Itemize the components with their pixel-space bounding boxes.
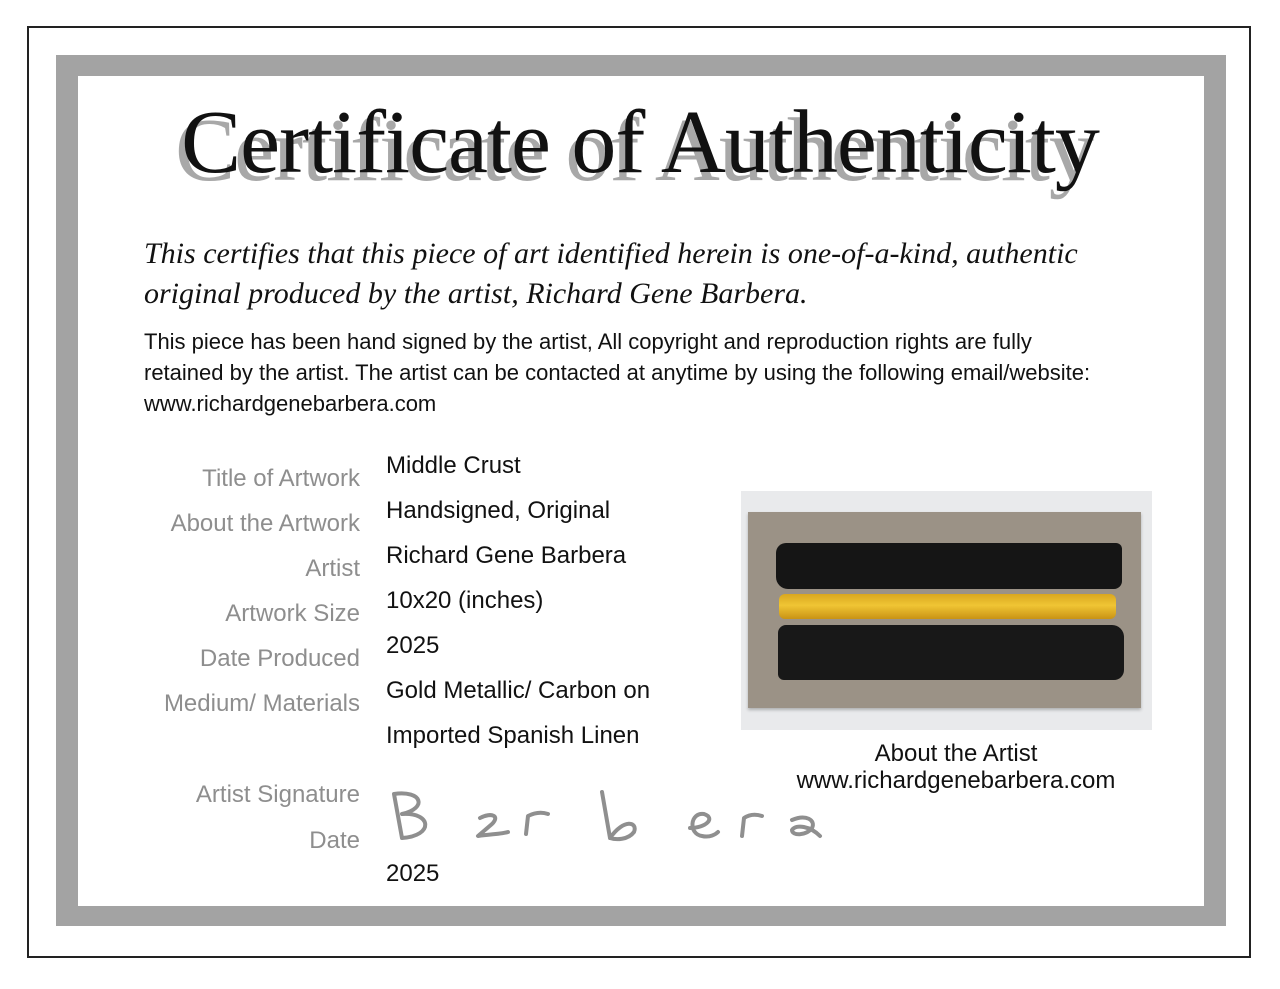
- about-the-artwork-value: Handsigned, Original: [386, 497, 611, 524]
- date-label: Date: [309, 827, 360, 854]
- rights-statement: This piece has been hand signed by the artist, All copyright and reproduction rights are fully retained by the artist. The artist can be contacted at anytime by using the following email/website: www.richardgenebarbera.com: [144, 329, 1091, 416]
- medium-materials-value-line2: Imported Spanish Linen: [386, 722, 640, 749]
- about-the-artist-caption: [741, 740, 1171, 794]
- artist-signature-label: Artist Signature: [195, 781, 360, 808]
- date-produced-label: Date Produced: [199, 645, 360, 672]
- artist-website: www.richardgenebarbera.com: [796, 767, 1116, 794]
- medium-materials-label: Medium/ Materials: [163, 690, 360, 717]
- date-produced-value: 2025: [386, 632, 440, 659]
- artwork-size-label: Artwork Size: [225, 600, 360, 627]
- certificate-title: Certificate of Authenticity: [181, 93, 1099, 192]
- title-of-artwork-value: Middle Crust: [386, 452, 521, 479]
- gold-band: [779, 594, 1116, 619]
- artwork-size-value: 10x20 (inches): [386, 587, 544, 614]
- certification-statement: This certifies that this piece of art identified herein is one-of-a-kind, authentic original produced by the artist, Richard Gene Barbera.: [144, 237, 1078, 310]
- artist-label: Artist: [305, 555, 360, 582]
- date-value: 2025: [386, 860, 440, 887]
- about-the-artwork-label: About the Artwork: [170, 510, 360, 537]
- linen-canvas: [748, 512, 1141, 708]
- artist-value: Richard Gene Barbera: [386, 542, 627, 569]
- medium-materials-value-line1: Gold Metallic/ Carbon on: [386, 677, 651, 704]
- title-of-artwork-label: Title of Artwork: [202, 465, 360, 492]
- carbon-band-top: [776, 543, 1122, 589]
- artwork-photo: [741, 491, 1152, 730]
- carbon-band-bottom: [778, 625, 1124, 680]
- about-the-artist-heading: About the Artist: [874, 740, 1038, 767]
